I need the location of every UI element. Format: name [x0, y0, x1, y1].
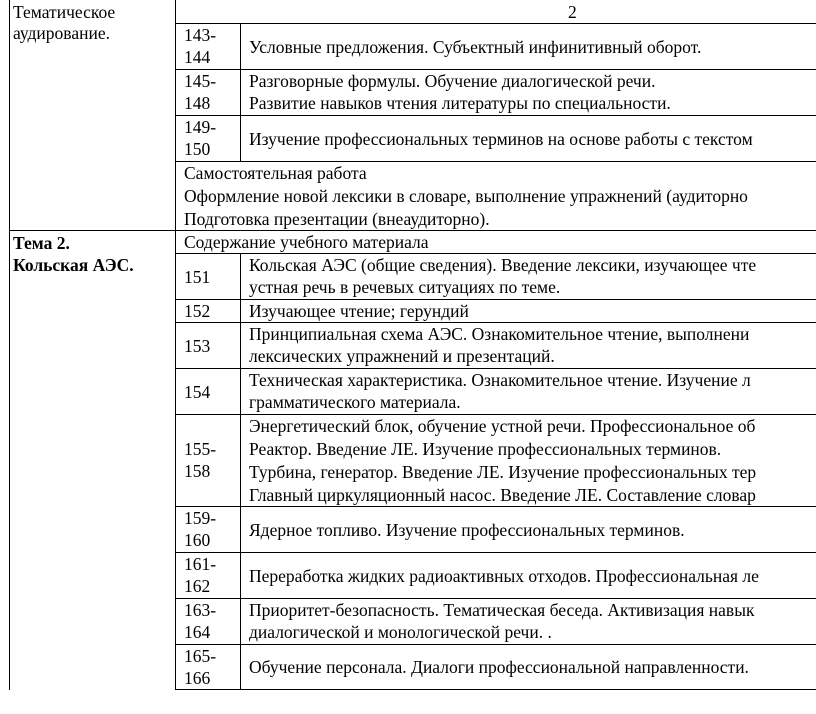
- lesson-topic: Энергетический блок, обучение устной речи. Профессиональное об: [249, 416, 756, 436]
- topic-label-line: аудирование.: [13, 23, 110, 43]
- lesson-topic: Главный циркуляционный насос. Введение ЛЕ. Составление словар: [249, 485, 756, 505]
- row-border: [175, 506, 816, 507]
- lesson-topic: Обучение персонала. Диалоги профессиональной направленности.: [249, 657, 749, 677]
- row-border: [175, 115, 816, 116]
- lesson-topic: Реактор. Введение ЛЕ. Изучение профессиональных терминов.: [249, 439, 722, 459]
- content-header: Содержание учебного материала: [184, 232, 429, 252]
- table-border-topic-col: [175, 0, 176, 690]
- row-border: [175, 644, 816, 645]
- row-border: [175, 598, 816, 599]
- lesson-topic: Условные предложения. Субъектный инфинитивный оборот.: [249, 37, 702, 57]
- lesson-number: 149-: [184, 117, 217, 137]
- lesson-topic: Принципиальная схема АЭС. Ознакомительное чтение, выполнени: [249, 324, 750, 344]
- row-border: [175, 299, 816, 300]
- lesson-topic: диалогической и монологической речи. .: [249, 622, 552, 642]
- lesson-topic: Изучение профессиональных терминов на основе работы с текстом: [249, 129, 753, 149]
- row-border: [175, 69, 816, 70]
- lesson-number: 165-: [184, 646, 217, 666]
- independent-work-line: Оформление новой лексики в словаре, выполнение упражнений (аудиторно: [184, 186, 748, 206]
- lesson-topic: лексических упражнений и презентаций.: [249, 346, 555, 366]
- lesson-topic: Турбина, генератор. Введение ЛЕ. Изучение профессиональных тер: [249, 462, 757, 482]
- lesson-topic: Приоритет-безопасность. Тематическая беседа. Активизация навык: [249, 600, 755, 620]
- lesson-topic: Разговорные формулы. Обучение диалогической речи.: [249, 71, 656, 91]
- topic-label-line: Тематическое: [13, 2, 116, 22]
- row-border: [175, 23, 816, 24]
- lesson-number: 161-: [184, 554, 217, 574]
- lesson-number: 148: [184, 93, 211, 113]
- lesson-number: 152: [184, 301, 211, 321]
- row-border: [175, 253, 816, 254]
- independent-work-line: Самостоятельная работа: [184, 163, 367, 183]
- column-number-header: 2: [568, 2, 577, 22]
- topic-title-line: Кольская АЭС.: [13, 255, 134, 275]
- lesson-number: 155-: [184, 439, 217, 459]
- row-border: [175, 414, 816, 415]
- row-border: [9, 230, 816, 231]
- table-border-number-col: [240, 253, 241, 690]
- lesson-number: 163-: [184, 600, 217, 620]
- lesson-topic: Развитие навыков чтения литературы по специальности.: [249, 93, 671, 113]
- row-border: [175, 552, 816, 553]
- lesson-number: 151: [184, 267, 211, 287]
- row-border: [175, 322, 816, 323]
- row-border: [175, 689, 816, 690]
- lesson-topic: Ядерное топливо. Изучение профессиональных терминов.: [249, 520, 685, 540]
- table-border-left: [9, 0, 10, 690]
- lesson-number: 158: [184, 461, 211, 481]
- lesson-number: 143-: [184, 25, 217, 45]
- independent-work-line: Подготовка презентации (внеаудиторно).: [184, 209, 490, 229]
- table-border-number-col: [240, 23, 241, 161]
- lesson-number: 144: [184, 47, 211, 67]
- lesson-topic: Переработка жидких радиоактивных отходов. Профессиональная ле: [249, 566, 759, 586]
- lesson-number: 153: [184, 336, 211, 356]
- lesson-number: 159-: [184, 508, 217, 528]
- lesson-topic: устная речь в речевых ситуациях по теме.: [249, 277, 561, 297]
- lesson-number: 150: [184, 139, 211, 159]
- lesson-number: 162: [184, 576, 211, 596]
- lesson-topic: Кольская АЭС (общие сведения). Введение лексики, изучающее чте: [249, 255, 757, 275]
- lesson-number: 164: [184, 622, 211, 642]
- lesson-number: 154: [184, 382, 211, 402]
- lesson-topic: Изучающее чтение; герундий: [249, 301, 469, 321]
- lesson-number: 145-: [184, 71, 217, 91]
- lesson-number: 166: [184, 668, 211, 688]
- row-border: [175, 161, 816, 162]
- lesson-topic: грамматического материала.: [249, 392, 461, 412]
- topic-title-line: Тема 2.: [13, 233, 70, 253]
- lesson-topic: Техническая характеристика. Ознакомительное чтение. Изучение л: [249, 370, 751, 390]
- row-border: [175, 368, 816, 369]
- lesson-number: 160: [184, 530, 211, 550]
